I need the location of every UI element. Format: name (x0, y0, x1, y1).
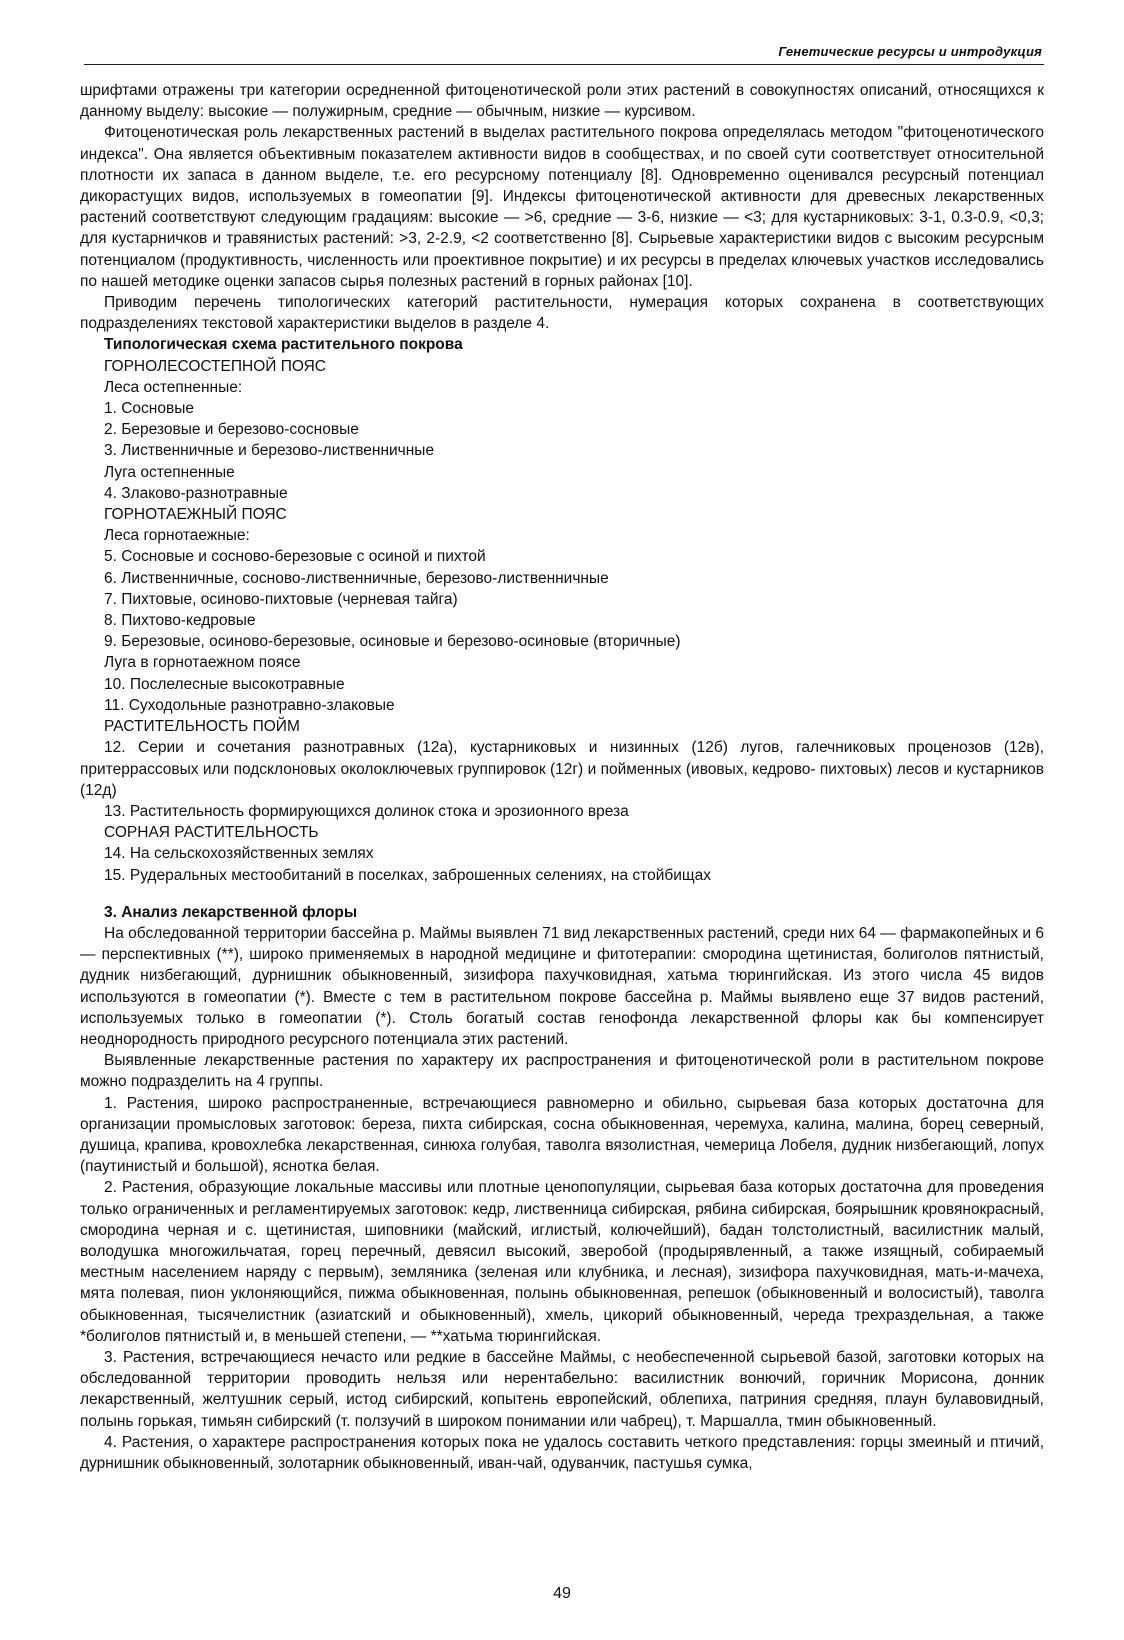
scheme-line: 13. Растительность формирующихся долинок стока и эрозионного вреза (104, 802, 629, 820)
spacer (80, 886, 1044, 902)
scheme-line: СОРНАЯ РАСТИТЕЛЬНОСТЬ (104, 824, 319, 842)
scheme-line: 15. Рудеральных местообитаний в поселках, заброшенных селениях, на стойбищах (104, 866, 712, 884)
paragraph: На обследованной территории бассейна р. Маймы выявлен 71 вид лекарственных растений, среди них 64 — фармакопейных и 6 — перспективных (**), широко применяемых в народной медицине и фитотерапии: смородина щетинистая, болиголов пятнистый, дудник низбегающий, дурнишник обыкновенный, зизифора пахучковидная, хатьма тюрингийская. Из этого числа 45 видов используются в гомеопатии (*). Вместе с тем в растительном покрове бассейна р. Маймы выявлено еще 37 видов растений, используемых только в гомеопатии (*). Столь богатый состав генофонда лекарственной флоры как бы компенсирует неоднородность природного ресурсного потенциала этих растений. (80, 924, 1044, 1048)
scheme-line: 10. Послелесные высокотравные (104, 675, 345, 693)
scheme-line: 2. Березовые и березово-сосновые (104, 421, 359, 439)
paragraph: 2. Растения, образующие локальные массивы или плотные ценопопуляции, сырьевая база которых достаточна для проведения только ограниченных и регламентируемых заготовок: кедр, лиственница сибирская, рябина сибирская, боярышник кровянокрасный, смородина черная и с. щетинистая, шиповники (майский, иглистый, колючейший), бадан толстолистный, василистник малый, володушка многожильчатая, горец перечный, девясил высокий, зверобой (продырявленный, а также изящный, собираемый местным населением наряду с первым), земляника (зеленая или клубника, и лесная), зизифора пахучковидная, мать-и-мачеха, мята полевая, пион уклоняющийся, пижма обыкновенная, полынь обыкновенная, репешок (обыкновенный и волосистый), таволга обыкновенная, тысячелистник (азиатский и обыкновенный), хмель, цикорий обыкновенный, череда трехраздельная, а также *болиголов пятнистый и, в меньшей степени, — **хатьма тюрингийская. (80, 1179, 1044, 1345)
scheme-line: 11. Суходольные разнотравно-злаковые (104, 696, 395, 714)
scheme-line: ГОРНОЛЕСОСТЕПНОЙ ПОЯС (104, 357, 326, 375)
running-header-title: Генетические ресурсы и интродукция (778, 44, 1042, 59)
page-body (80, 80, 1044, 1474)
scheme-line: 4. Злаково-разнотравные (104, 484, 288, 502)
paragraph: 3. Растения, встречающиеся нечасто или редкие в бассейне Маймы, с необеспеченной сырьевой базой, заготовки которых на обследованной территории проводить нельзя или нерентабельно: василистник вонючий, горичник Морисона, донник лекарственный, желтушник серый, истод сибирский, копытень европейский, облепиха, патриния средняя, плаун булавовидный, полынь горькая, тимьян сибирский (т. ползучий в широком понимании или чабрец), т. Маршалла, тмин обыкновенный. (80, 1348, 1044, 1430)
paragraph: Фитоценотическая роль лекарственных растений в выделах растительного покрова определялась методом "фитоценотического индекса". Она является объективным показателем активности видов в сообществах, и по своей сути соответствует относительной плотности их запаса в данном выделе, т.е. его ресурсному потенциалу [8]. Одновременно оценивался ресурсный потенциал дикорастущих видов, используемых в гомеопатии [9]. Индексы фитоценотической активности для древесных лекарственных растений соответствуют следующим градациям: высокие — >6, средние — 3-6, низкие — <3; для кустарниковых: 3-1, 0.3-0.9, <0,3; для кустарничков и травянистых растений: >3, 2-2.9, <2 соответственно [8]. Сырьевые характеристики видов с высоким ресурсным потенциалом (продуктивность, численность или проективное покрытие) и их ресурсы в пределах ключевых участков исследовались по нашей методике оценки запасов сырья полезных растений в горных районах [10]. (80, 124, 1044, 290)
scheme-line: 14. На сельскохозяйственных землях (104, 845, 374, 863)
scheme-line: Луга остепненные (104, 463, 235, 481)
scheme-line: РАСТИТЕЛЬНОСТЬ ПОЙМ (104, 718, 300, 736)
scheme-line: 7. Пихтовые, осиново-пихтовые (черневая тайга) (104, 590, 458, 608)
scheme-line: 8. Пихтово-кедровые (104, 612, 256, 630)
paragraph: Приводим перечень типологических категорий растительности, нумерация которых сохранена в соответствующих подразделениях текстовой характеристики выделов в разделе 4. (80, 294, 1044, 333)
scheme-line: 9. Березовые, осиново-березовые, осиновые и березово-осиновые (вторичные) (104, 633, 681, 651)
scheme-line: 6. Лиственничные, сосново-лиственничные, березово-лиственничные (104, 569, 609, 587)
scheme-line: ГОРНОТАЕЖНЫЙ ПОЯС (104, 506, 287, 524)
paragraph: Выявленные лекарственные растения по характеру их распространения и фитоценотической роли в растительном покрове можно подразделить на 4 группы. (80, 1052, 1044, 1091)
page-number: 49 (553, 1585, 571, 1602)
scheme-line: Леса остепненные: (104, 378, 243, 396)
scheme-line: Луга в горнотаежном поясе (104, 654, 301, 672)
running-header (84, 42, 1044, 65)
scheme-title: Типологическая схема растительного покрова (104, 336, 463, 354)
scheme-line: 3. Лиственничные и березово-лиственничные (104, 442, 435, 460)
scheme-line: Леса горнотаежные: (104, 527, 250, 545)
scheme-line: 1. Сосновые (104, 400, 194, 418)
scheme-item-12: 12. Серии и сочетания разнотравных (12а), кустарниковых и низинных (12б) лугов, галечниковых проценозов (12в), притеррассовых или подсклоновых околоключевых группировок (12г) и пойменных (ивовых, кедрово- пихтовых) лесов и кустарников (12д) (80, 739, 1044, 799)
section-heading: 3. Анализ лекарственной флоры (104, 903, 358, 921)
scheme-line: 5. Сосновые и сосново-березовые с осиной и пихтой (104, 548, 486, 566)
paragraph: 4. Растения, о характере распространения которых пока не удалось составить четкого представления: горцы змеиный и птичий, дурнишник обыкновенный, золотарник обыкновенный, иван-чай, одуванчик, пастушья сумка, (80, 1433, 1044, 1472)
paragraph: шрифтами отражены три категории осредненной фитоценотической роли этих растений в совокупностях описаний, относящихся к данному выделу: высокие — полужирным, средние — обычным, низкие — курсивом. (80, 82, 1044, 121)
paragraph: 1. Растения, широко распространенные, встречающиеся равномерно и обильно, сырьевая база которых достаточна для организации промысловых заготовок: береза, пихта сибирская, сосна обыкновенная, черемуха, калина, малина, борец северный, душица, крапива, кровохлебка лекарственная, синюха голубая, таволга вязолистная, чемерица Лобеля, дудник низбегающий, лопух (паутинистый и большой), яснотка белая. (80, 1094, 1044, 1176)
